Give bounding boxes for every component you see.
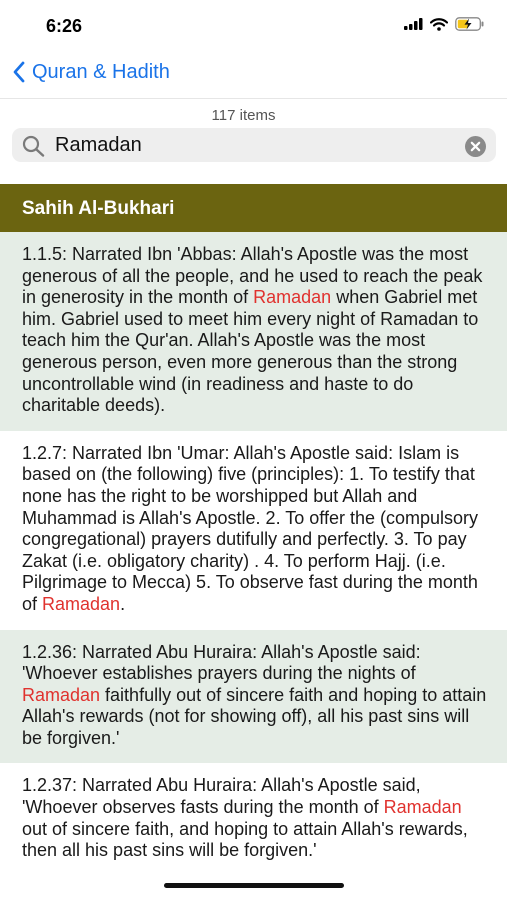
result-text: when Gabriel met him. Gabriel used to meet him every night of Ramadan to teach him the Qur'an. Allah's Apostle was the most generous person, even more generous than the strong uncontrollable wind (in readiness and haste to do charitable deeds). [22,287,479,416]
cellular-signal-icon [404,18,423,30]
status-bar [0,0,507,52]
navigation-bar [0,52,507,99]
result-item[interactable] [0,232,507,431]
wifi-icon [430,18,448,31]
search-bar[interactable] [12,128,496,162]
result-text: out of sincere faith, and hoping to attain Allah's rewards, then all his past sins will be forgiven.' [22,818,468,861]
status-time: 6:26 [46,16,83,36]
results-list [0,232,507,876]
search-match-highlight: Ramadan [22,684,101,705]
search-match-highlight: Ramadan [383,797,462,818]
section-header: Sahih Al-Bukhari [0,184,507,232]
status-icons [404,17,485,31]
result-text: 1.2.7: Narrated Ibn 'Umar: Allah's Apostle said: Islam is based on (the following) five (principles): 1. To testify that none has the right to be worshipped but Allah and Muhammad is Allah's Apostle. 2. To offer the (compulsory congregational) prayers dutifully and perfectly. 3. To pay Zakat (i.e. obligatory charity) . 4. To perform Hajj. (i.e. Pilgrimage to Mecca) 5. To observe fast during the month of [22,442,478,614]
search-icon [22,135,46,157]
back-button-label: Quran & Hadith [32,60,170,83]
result-item[interactable] [0,763,507,875]
result-item[interactable] [0,431,507,630]
search-input[interactable]: Ramadan [55,134,142,156]
search-match-highlight: Ramadan [253,287,332,308]
battery-charging-icon [455,17,485,31]
result-text: 1.2.36: Narrated Abu Huraira: Allah's Apostle said: 'Whoever establishes prayers during the nights of [22,641,421,684]
result-text: 1.1.5: Narrated Ibn 'Abbas: Allah's Apostle was the most generous of all the people, and he used to reach the peak in generosity in the month of [22,244,483,308]
result-item[interactable] [0,630,507,764]
home-indicator[interactable] [164,883,344,888]
result-count: 117 items [211,107,276,124]
result-text: . [120,593,126,614]
result-text: 1.2.37: Narrated Abu Huraira: Allah's Apostle said, 'Whoever observes fasts during the month of [22,775,421,818]
back-button[interactable] [12,60,170,84]
clear-search-icon[interactable] [465,136,486,157]
search-match-highlight: Ramadan [42,593,121,614]
result-text: faithfully out of sincere faith and hoping to attain Allah's rewards (not for showing off), all his past sins will be forgiven.' [22,684,487,748]
chevron-left-icon [12,60,26,84]
